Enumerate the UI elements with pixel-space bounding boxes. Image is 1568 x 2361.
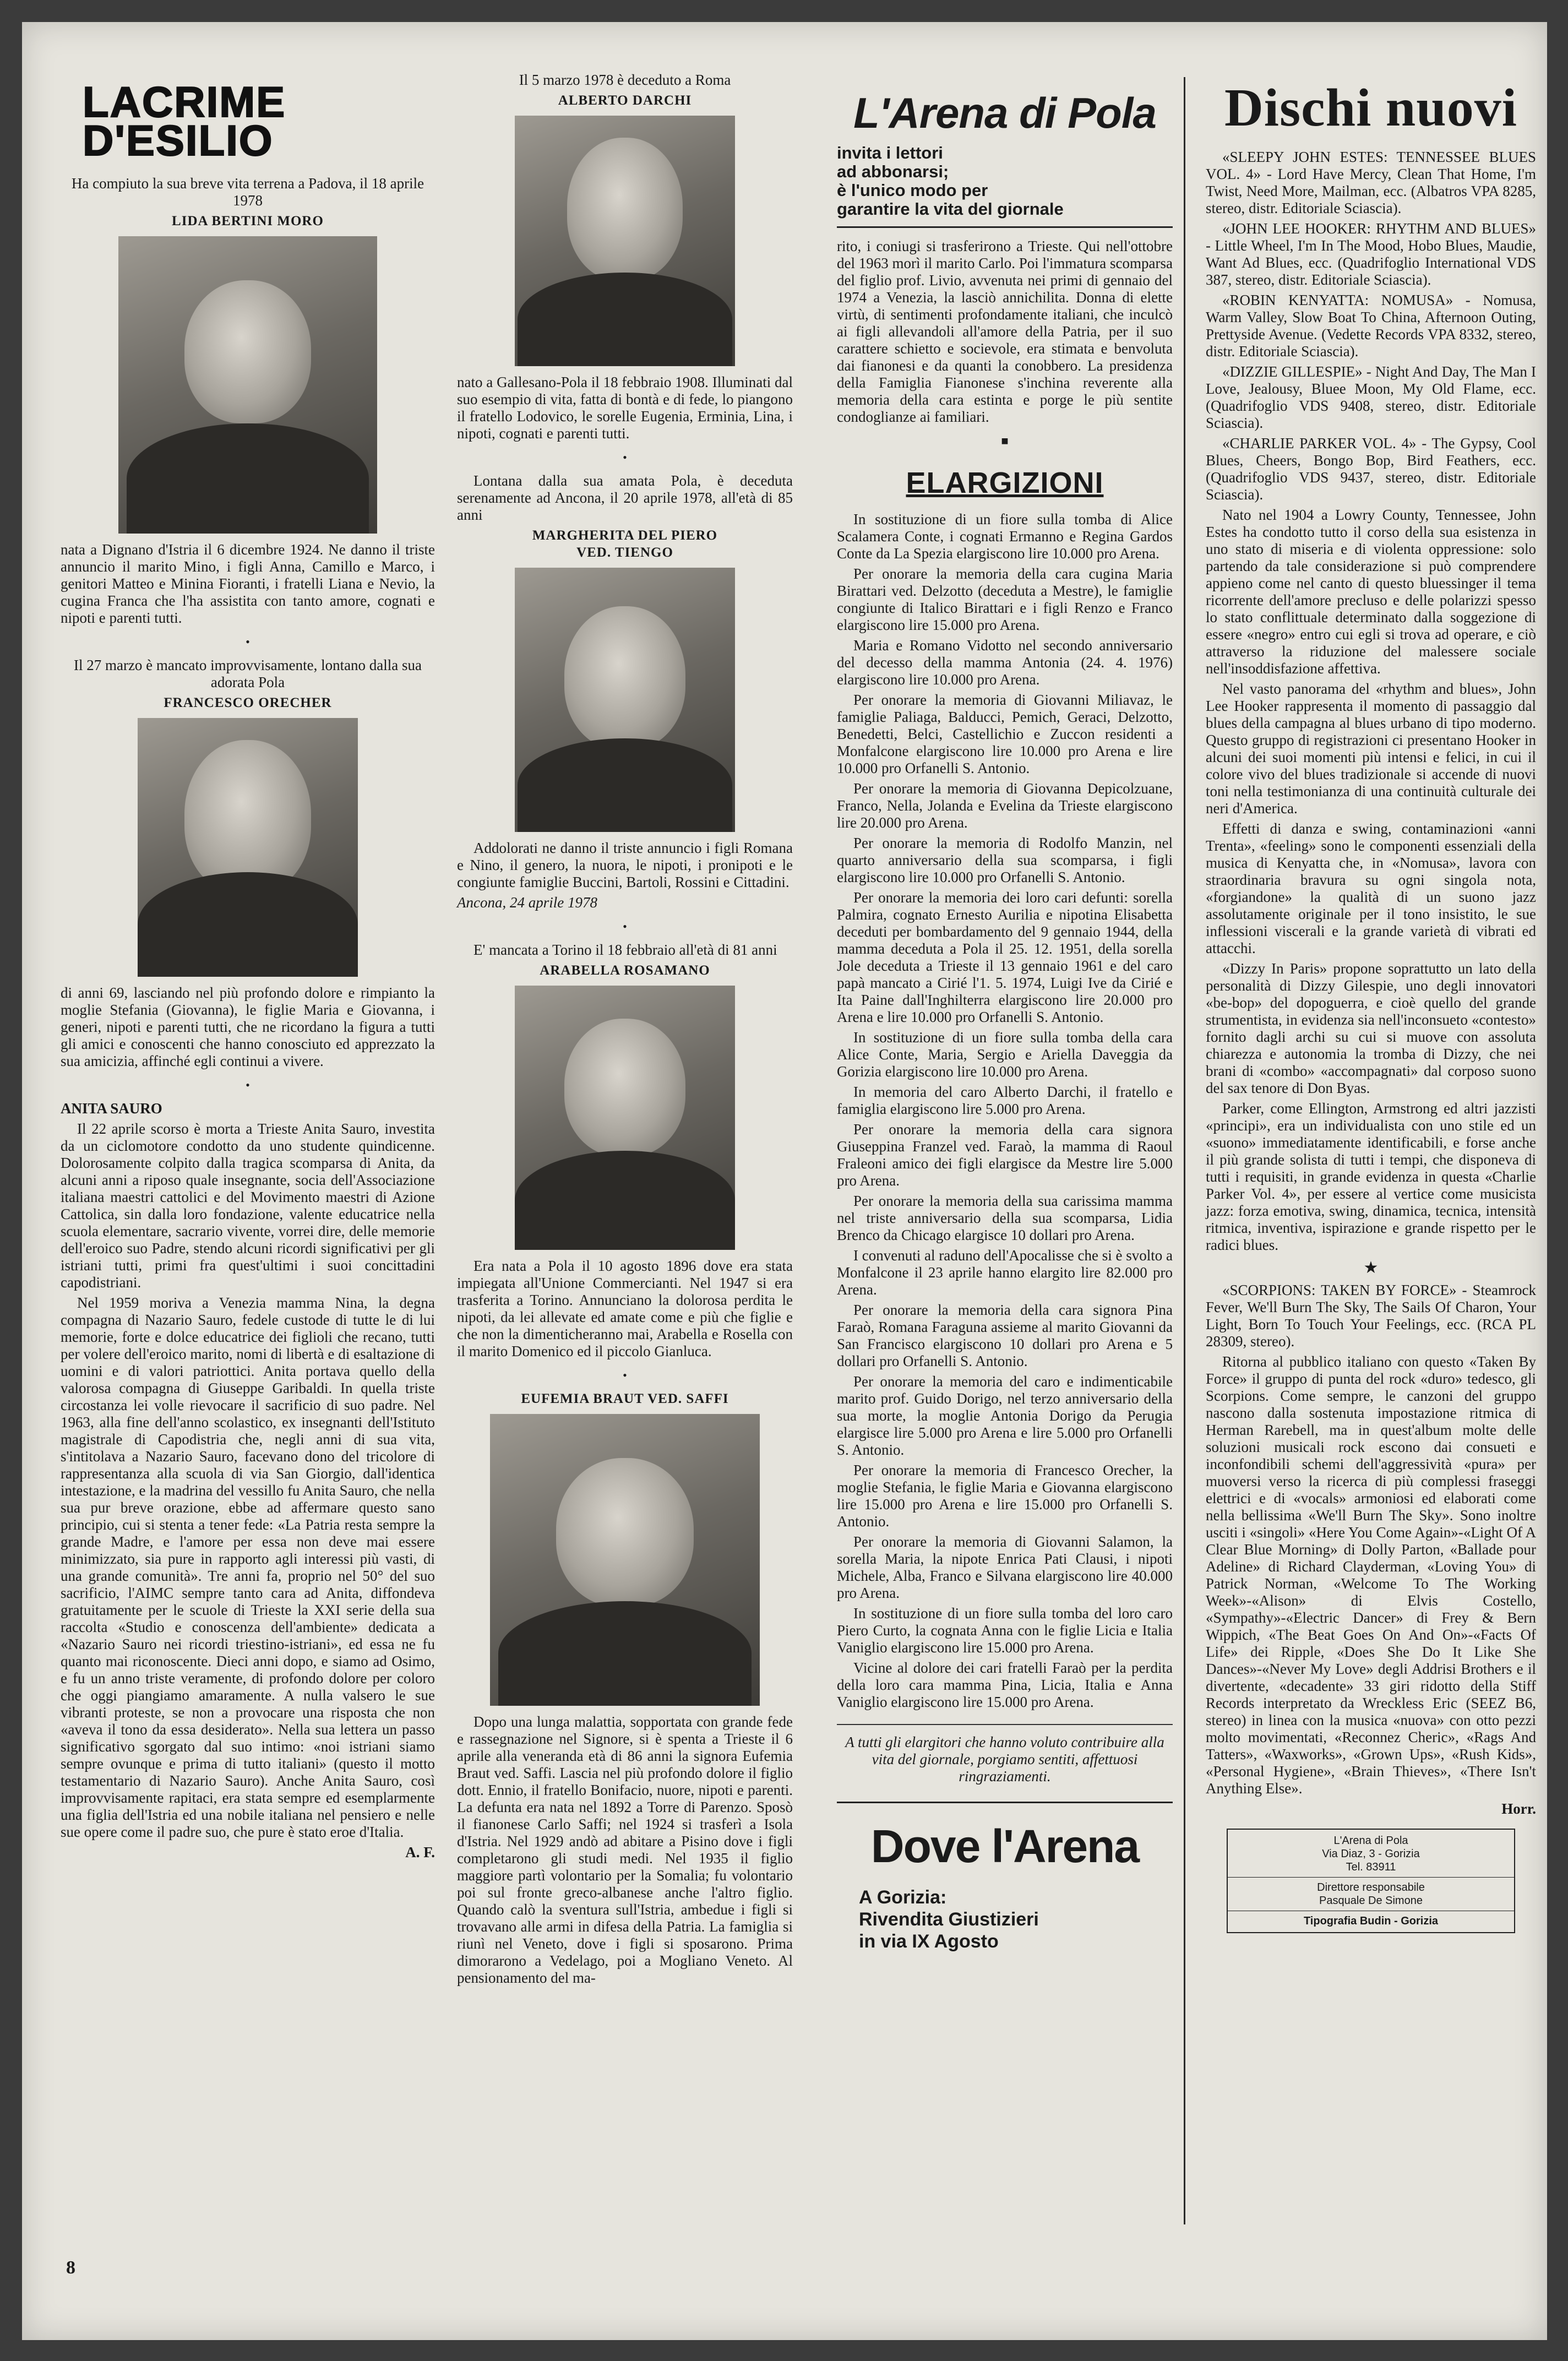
dove-line: A Gorizia:: [859, 1887, 947, 1908]
donation-entry: Per onorare la memoria della cara cugina Maria Birattari ved. Delzotto (deceduta a Mestre), le famiglie congiunte di Italico Birattari e i figli Renzo e Franco elargiscono lire 15.000 pro Arena.: [837, 565, 1173, 633]
donation-entry: Maria e Romano Vidotto nel secondo anniversario del decesso della mamma Antonia (24. 4. 1976) elargiscono lire 10.000 pro Arena.: [837, 637, 1173, 688]
record-reviews-2: [1206, 1282, 1536, 1797]
separator-bullet: •: [623, 920, 627, 933]
separator-bullet: •: [623, 1368, 627, 1382]
subscription-appeal: [837, 144, 1173, 228]
obit-name: EUFEMIA BRAUT VED. SAFFI: [521, 1391, 729, 1406]
imprint-line: Direttore responsabile: [1317, 1881, 1425, 1894]
article-heading: ANITA SAURO: [61, 1100, 162, 1117]
where-to-buy-box: [837, 1802, 1173, 1952]
donation-entry: Per onorare la memoria della sua carissima mamma nel triste anniversario della sua scomparsa, Lidia Brenco da Chicago elargisce 10 dollari pro Arena.: [837, 1193, 1173, 1243]
donation-entry: In sostituzione di un fiore sulla tomba di Alice Scalamera Conte, i cognati Ermanno e Regina Gardos Conte da La Spezia elargiscono lire 10.000 pro Arena.: [837, 511, 1173, 562]
appeal-line: invita i lettori: [837, 143, 943, 162]
article-signature: A. F.: [405, 1844, 435, 1860]
article-paragraph: Il 22 aprile scorso è morta a Trieste Anita Sauro, investita da un ciclomotore condotto da uno studente quindicenne. Dolorosamente colpito dalla tragica scomparsa di Anita, da alcuni anni a riposo quale insegnante, socia dell'Associazione italiana maestri cattolici e del Movimento maestri di Azione Cattolica, sin dalla loro fondazione, valente educatrice nella scuola elementare, sacrario vivente, vorrei dire, delle memorie dell'eroico suo Padre, stendo alcuni ricordi significativi per gli istriani tutti, primi fra quest'ultimi i suoi concittadini capodistriani.: [61, 1120, 435, 1291]
separator-bullet: •: [623, 450, 627, 464]
thanks-note: A tutti gli elargitori che hanno voluto contribuire alla vita del giornale, porgiamo sentiti, affettuosi ringraziamenti.: [837, 1724, 1173, 1785]
obit-name: LIDA BERTINI MORO: [172, 214, 324, 229]
review-paragraph: Effetti di danza e swing, contaminazioni «anni Trenta», «feeling» sono le componenti essenziali della musica di Kenyatta che, in «Nomusa», lavora con straordinaria bravura su ogni singola nota, «forgiandone» la qualità di un suono jazz assolutamente originale per il tono insistito, le sue inflessioni viscerali e la grande varietà di vibrati ed attacchi.: [1206, 820, 1536, 956]
page-number: 8: [66, 2257, 75, 2278]
donation-entry: Per onorare la memoria di Francesco Orecher, la moglie Stefania, le figlie Maria e Giovanna elargiscono lire 15.000 pro Arena e lire 15.000 pro Orfanelli S. Antonio.: [837, 1462, 1173, 1530]
dove-heading: Dove l'Arena: [870, 1820, 1139, 1872]
review-paragraph: Ritorna al pubblico italiano con questo «Taken By Force» il gruppo di punta del rock «duro» tedesco, gli Scorpions. Come sempre, le canzoni del gruppo nascono dalla sostenuta impostazione ritmica di Herman Rarebell, ma in quest'album molte delle soluzioni musicali rock escono dai consueti e inconfondibili schemi dell'aggressività «pura» per muoversi verso la ricerca di più complessi fraseggi elettrici e di «vocals» armoniosi ed elaborati come nella bellissima «We'll Burn The Sky». Sono inoltre usciti i «singoli» «Here You Come Again»-«Light Of A Clear Blue Morning» di Dolly Parton, «Ballade pour Adeline» di Richard Clayderman, «Loving You» di Patrick Norman, «Welcome To The Working Week»-«Alison» di Elvis Costello, «Sympathy»-«Electric Dancer» di Frey & Bern Wippich, «The Beat Goes On And On»-«Facts Of Life» dei Ripple, «Does She Do It Like She Dances»-«Never My Love» degli Addrisi Brothers e il divertente, «decadente» 33 giri ridotto della Stiff Records interpretato da Wreckless Eric (SEEZ B6, stereo) in linea con la musica «nuova» con otto pezzi molto movimentati, «Reconnez Cheric», «Rags And Tatters», «Waxworks», «Grown Ups», «Rush Kids», «Personal Hygiene», «Brain Thieves», «There Isn't Anything Else».: [1206, 1353, 1536, 1797]
obit-name-2: VED. TIENGO: [576, 545, 673, 560]
donation-entry: Per onorare la memoria di Giovanna Depicolzuane, Franco, Nella, Jolanda e Evelina da Trieste elargiscono lire 20.000 pro Arena.: [837, 780, 1173, 831]
obit-text: Era nata a Pola il 10 agosto 1896 dove era stata impiegata all'Unione Commercianti. Nel 1947 si era trasferita a Torino. Annunciano la dolorosa perdita le nipoti, da lei allevate ed amate come e più che figlie e che non la dimenticheranno mai, Arabella e Rosella con il marito Domenico ed il piccolo Gianluca.: [457, 1258, 793, 1359]
dove-address: [859, 1886, 1173, 1952]
donation-entry: Per onorare la memoria della cara signora Pina Faraò, Romana Faraguna assieme al marito Giovanni da San Francisco elargiscono 10 dollari pro Arena e 5 dollari pro Orfanelli S. Antonio.: [837, 1302, 1173, 1369]
imprint-line: Pasquale De Simone: [1319, 1895, 1423, 1907]
obit-name: ALBERTO DARCHI: [558, 93, 692, 108]
obit-intro: E' mancata a Torino il 18 febbraio all'età di 81 anni: [473, 942, 777, 958]
column-obituaries-1: [61, 72, 435, 1864]
portrait-photo: [515, 116, 735, 366]
obit-name: ARABELLA ROSAMANO: [540, 963, 710, 978]
obit-intro: Ha compiuto la sua breve vita terrena a Padova, il 18 aprile 1978: [71, 175, 424, 209]
review-paragraph: «SCORPIONS: TAKEN BY FORCE» - Steamrock Fever, We'll Burn The Sky, The Sails Of Charon, Your Light, Born To Touch Your Feelings, ecc. (RCA PL 28309, stereo).: [1206, 1282, 1536, 1350]
review-paragraph: «DIZZIE GILLESPIE» - Night And Day, The Man I Love, Jealousy, Bluee Moon, My Old Flame, ecc. (Quadrifoglio VDS 9408, stereo, distr. Editoriale Sciascia).: [1206, 363, 1536, 431]
appeal-line: è l'unico modo per: [837, 181, 988, 200]
dischi-heading: Dischi nuovi: [1224, 78, 1518, 138]
portrait-photo: [515, 986, 735, 1250]
dove-line: in via IX Agosto: [859, 1931, 999, 1952]
portrait-photo: [490, 1414, 760, 1706]
imprint-line: Tel. 83911: [1346, 1861, 1396, 1873]
publication-imprint: [1227, 1829, 1515, 1933]
article-signature: Horr.: [1501, 1800, 1536, 1817]
review-paragraph: Parker, come Ellington, Armstrong ed altri jazzisti «principi», era un individualista con uno stile ed un «suono» immediatamente identificabili, e forse anche il più grande solista di tutti i tempi, che disponeva di tutti i requisiti, in grande evidenza in questa «Charlie Parker Vol. 4», per essere al vertice come musicista jazz: forza emotiva, swing, dinamica, tecnica, intensità ritmica, inventiva, ispirazione e grande rispetto per le radici blues.: [1206, 1100, 1536, 1253]
donations-list: [837, 511, 1173, 1711]
donation-entry: I convenuti al raduno dell'Apocalisse che si è svolto a Monfalcone il 23 aprile hanno elargito lire 82.000 pro Arena.: [837, 1247, 1173, 1298]
imprint-line: Via Diaz, 3 - Gorizia: [1322, 1848, 1420, 1860]
obit-text: nato a Gallesano-Pola il 18 febbraio 1908. Illuminati dal suo esempio di vita, fatta di bontà e di fede, lo piangono il fratello Lodovico, le sorelle Eugenia, Erminia, Lina, i nipoti, cognati e parenti tutti.: [457, 374, 793, 442]
obit-intro: Il 5 marzo 1978 è deceduto a Roma: [519, 72, 731, 88]
appeal-line: ad abbonarsi;: [837, 162, 949, 181]
dove-line: Rivendita Giustizieri: [859, 1909, 1039, 1930]
donation-entry: Per onorare la memoria dei loro cari defunti: sorella Palmira, cognato Ernesto Aurilia e nipotina Elisabetta deceduti per bombardamento del 9 gennaio 1944, della mamma deceduta a Pola il 25. 12. 1951, della sorella Jole deceduta a Trieste il 13 gennaio 1961 e del caro papà mancato a Cirié l'1. 5. 1974, Luigi Ive da Cirié e Ita Paine dall'Inghilterra elargiscono lire 20.000 pro Arena e lire 10.000 pro Orfanelli S. Antonio.: [837, 889, 1173, 1025]
obit-intro: Il 27 marzo è mancato improvvisamente, lontano dalla sua adorata Pola: [73, 657, 422, 690]
donation-entry: In sostituzione di un fiore sulla tomba della cara Alice Conte, Maria, Sergio e Ariella Daveggia da Gorizia elargiscono lire 10.000 pro Arena.: [837, 1029, 1173, 1080]
obit-date: Ancona, 24 aprile 1978: [457, 894, 597, 911]
separator-bullet: •: [246, 635, 250, 649]
donation-entry: In memoria del caro Alberto Darchi, il fratello e famiglia elargiscono lire 5.000 pro Arena.: [837, 1084, 1173, 1117]
donation-entry: In sostituzione di un fiore sulla tomba del loro caro Piero Curto, la cognata Anna con le figlie Licia e Italia Vaniglio elargiscono lire 15.000 pro Arena.: [837, 1605, 1173, 1656]
appeal-line: garantire la vita del giornale: [837, 199, 1064, 219]
column-obituaries-2: [457, 72, 793, 1990]
separator-star: ★: [1363, 1259, 1379, 1277]
review-paragraph: Nel vasto panorama del «rhythm and blues», John Lee Hooker rappresenta il momento di passaggio dal blues della campagna al blues urbano di tipo moderno. Questo gruppo di registrazioni ci presentano Hooker in alcuni dei suoi momenti più intensi e felici, in cui il colore vivo del blues tradizionale si accende di nuovi toni nella testimonianza di una continuità culturale dei neri d'America.: [1206, 681, 1536, 817]
review-paragraph: «ROBIN KENYATTA: NOMUSA» - Nomusa, Warm Valley, Slow Boat To China, Afternoon Outing, Prettyside Avenue. (Vedette Records VPA 8332, stereo, distr. Editoriale Sciascia).: [1206, 292, 1536, 360]
column-divider: [1184, 77, 1185, 2224]
headline-line-1: LACRIME: [83, 78, 286, 126]
donation-entry: Per onorare la memoria del caro e indimenticabile marito prof. Guido Dorigo, nel terzo anniversario della sua morte, la moglie Antonia Dorigo da Perugia elargisce lire 5.000 pro Arena e lire 5.000 pro Orfanelli S. Antonio.: [837, 1373, 1173, 1458]
imprint-line: Tipografia Budin - Gorizia: [1303, 1915, 1439, 1927]
headline-lacrime-desilio: [83, 78, 435, 165]
donation-entry: Per onorare la memoria di Rodolfo Manzin, nel quarto anniversario della sua scomparsa, i figli elargiscono lire 10.000 pro Orfanelli S. Antonio.: [837, 835, 1173, 885]
obit-text: nata a Dignano d'Istria il 6 dicembre 1924. Ne danno il triste annuncio il marito Mino, i figli Anna, Camillo e Marco, i genitori Matteo e Minina Fioranti, i fratelli Liana e Nevio, la cugina Franca che l'ha assistita con tanto amore, cognati e nipoti e parenti tutti.: [61, 541, 435, 626]
review-paragraph: Nato nel 1904 a Lowry County, Tennessee, John Estes ha condotto tutto il corso della sua esistenza in uno stato di miseria e di violenta oppressione: solo partendo da tale considerazione si può comprendere appieno come nel canto di questo bluessinger il tema ricorrente dell'amore precluso e delle polarizzi spesso lo stato conflittuale determinato dalla soggezione di essere «negro» entro cui egli si trova ad operare, e ciò attraverso la riduzione del malessere sociale nell'insoddisfazione affettiva.: [1206, 507, 1536, 677]
obit-text: Dopo una lunga malattia, sopportata con grande fede e rassegnazione nel Signore, si è spenta a Trieste il 6 aprile alla veneranda età di 86 anni la signora Eufemia Braut ved. Saffi. Lascia nel più profondo dolore il figlio dott. Ennio, il fratello Bonifacio, nuore, nipoti e parenti. La defunta era nata nel 1892 a Torre di Parenzo. Sposò il fianonese Carlo Saffi; nel 1924 si trasferì a Isola d'Istria. Nel 1929 andò ad abitare a Pisino dove i figli completarono gli studi medi. Nel 1935 il figlio maggiore partì volontario per la Somalia; fu volontario poi sul fronte greco-albanese anche l'altro figlio. Quando calò la sventura sull'Istria, ambedue i figli si trovavano alle armi in difesa della Patria. La famiglia si riunì nel Veneto, dove i figli si sposarono. Prima dimorarono a Vedelago, poi a Mogliano Veneto. Al pensionamento del ma-: [457, 1713, 793, 1986]
headline-line-2: D'ESILIO: [83, 116, 274, 165]
review-paragraph: «SLEEPY JOHN ESTES: TENNESSEE BLUES VOL. 4» - Lord Have Mercy, Clean That Home, I'm Twist, Need More, Mailman, ecc. (Albatros VPA 8285, stereo, distr. Editoriale Sciascia).: [1206, 149, 1536, 216]
obit-intro: Lontana dalla sua amata Pola, è deceduta serenamente ad Ancona, il 20 aprile 1978, all'età di 85 anni: [457, 472, 793, 523]
separator-bullet: ■: [1001, 434, 1009, 448]
portrait-photo: [515, 568, 735, 832]
record-reviews: [1206, 149, 1536, 1254]
imprint-line: L'Arena di Pola: [1333, 1835, 1408, 1847]
obit-continuation: rito, i coniugi si trasferirono a Trieste. Qui nell'ottobre del 1963 morì il marito Carlo. Poi l'immatura scomparsa del figlio prof. Livio, avvenuta nei primi di gennaio del 1974 a Venezia, la lasciò annichilita. Donna di elette virtù, di sentimenti profondamente italiani, che inculcò ai figli allevandoli all'amore della Patria, per il suo carattere schietto e socievole, era stimata e benvoluta dai fianonesi e da quanti la conobbero. La presidenza della Famiglia Fianonese s'inchina reverente alla memoria della cara estinta e porge le più sentite condoglianze ai familiari.: [837, 238, 1173, 425]
newspaper-page: [22, 22, 1547, 2340]
obit-text: Addolorati ne danno il triste annuncio i figli Romana e Nino, il genero, la nuora, le nipoti, i pronipoti e le congiunte famiglie Buccini, Bartoli, Rossini e Cittadini.: [457, 840, 793, 890]
elargizioni-heading: ELARGIZIONI: [906, 466, 1104, 499]
article-paragraph: Nel 1959 moriva a Venezia mamma Nina, la degna compagna di Nazario Sauro, fedele custode di tutte le di lui memorie, forte e dolce educatrice dei figlioli che recano, tutti per volere dell'eroico marito, nomi di libertà e di esaltazione di uomini e di valori patriottici. Anita portava quello della valorosa compagna di Giuseppe Garibaldi. In quella triste circostanza lei volle rievocare il sacrificio di suo padre. Nel 1963, alla fine dell'anno scolastico, ex insegnanti dell'Istituto magistrale di Capodistria che, negli anni di sua vita, s'intitolava a Nazario Sauro, facevano dono del tricolore di rappresentanza alla scuola di via San Giorgio, dall'identica intestazione, e la madrina del vessillo fu Anita Sauro, che nella sua pur breve orazione, ebbe ad affermare questo sano principio, cui si stenta a tener fede: «La Patria resta sempre la grande Madre, e l'amore per essa non deve mai essere minimizzato, sia pure in rapporto agli interessi più vasti, di una grande comunità». Tre anni fa, proprio nel 50° del suo sacrificio, l'AIMC sempre tanto cara ad Anita, diffondeva gratuitamente per le scuole di Trieste la XXI serie della sua raccolta «Studio e conoscenza dell'ambiente» dedicata a «Nazario Sauro nei ricordi triestino-istriani», ed essa ne fu quanto mai riconoscente. Dieci anni dopo, e siamo ad Osimo, e fu un anno triste veramente, di profondo dolore per coloro che oggi piangiamo amaramente. A nulla valsero le sue vibranti proteste, se non a provocare una risposta che non «aveva il tono da essa desiderato». Nella sua lettera un passo significativo sgorgato dal suo intimo: «noi istriani siamo sempre ovunque e prima di tutto italiani» (questo il motto testamentario di Nazario Sauro). Anche Anita Sauro, così improvvisamente rapitaci, era stata sempre ed esemplarmente una figlia dell'Istria ed una nobile italiana nel pensiero e nelle sue opere come il padre suo, che pure è stato eroe d'Italia.: [61, 1294, 435, 1840]
portrait-photo: [118, 236, 377, 534]
donation-entry: Per onorare la memoria di Giovanni Salamon, la sorella Maria, la nipote Enrica Pati Clausi, i nipoti Michele, Alba, Franco e Silvana elargiscono lire 40.000 pro Arena.: [837, 1533, 1173, 1601]
review-paragraph: «JOHN LEE HOOKER: RHYTHM AND BLUES» - Little Wheel, I'm In The Mood, Hobo Blues, Maudie, Want Ad Blues, ecc. (Quadrifoglio International VDS 387, stereo, distr. Editoriale Sciascia).: [1206, 220, 1536, 288]
review-paragraph: «Dizzy In Paris» propone soprattutto un lato della personalità di Dizzy Gilespie, uno degli innovatori «be-bop» del dopoguerra, e cioè quello del grande strumentista, in evidenza sia nell'inconsueto «contesto» fornito dagli archi su cui si muove con assoluta chiarezza e autonomia la tromba di Dizzy, che nei brani di «combo» «accompagnati» dal corposo suono del sax tenore di Don Byas.: [1206, 960, 1536, 1096]
obit-name: FRANCESCO ORECHER: [164, 695, 332, 710]
column-dischi: [1206, 77, 1536, 1933]
review-paragraph: «CHARLIE PARKER VOL. 4» - The Gypsy, Cool Blues, Cheers, Bongo Bop, Bird Feathers, ecc. (Quadrifoglio VDS 9437, stereo, distr. Editoriale Sciascia).: [1206, 435, 1536, 503]
arena-masthead: L'Arena di Pola: [853, 89, 1156, 137]
donation-entry: Per onorare la memoria di Giovanni Miliavaz, le famiglie Paliaga, Balducci, Pemich, Geraci, Delzotto, Benedetti, Belci, Castellichio e Zuccon residenti a Monfalcone elargiscono lire 10.000 pro Arena e lire 10.000 pro Orfanelli S. Antonio.: [837, 692, 1173, 776]
donation-entry: Vicine al dolore dei cari fratelli Faraò per la perdita della loro cara mamma Pina, Licia, Italia e Anna Vaniglio elargiscono lire 15.000 pro Arena.: [837, 1660, 1173, 1710]
separator-bullet: •: [246, 1078, 250, 1092]
obit-text: di anni 69, lasciando nel più profondo dolore e rimpianto la moglie Stefania (Giovanna), le figlie Maria e Giovanna, i generi, nipoti e parenti tutti, che ne ricordano la figura a tutti gli amici e conoscenti che hanno conosciuto ed apprezzato la sua amicizia, affinché egli continui a vivere.: [61, 984, 435, 1069]
portrait-photo: [138, 718, 358, 977]
donation-entry: Per onorare la memoria della cara signora Giuseppina Franzel ved. Faraò, la mamma di Raoul Fraleoni amico dei figli elargisce da Mestre lire 5.000 pro Arena.: [837, 1121, 1173, 1189]
obit-name: MARGHERITA DEL PIERO: [532, 528, 718, 543]
column-arena: [837, 88, 1173, 1952]
